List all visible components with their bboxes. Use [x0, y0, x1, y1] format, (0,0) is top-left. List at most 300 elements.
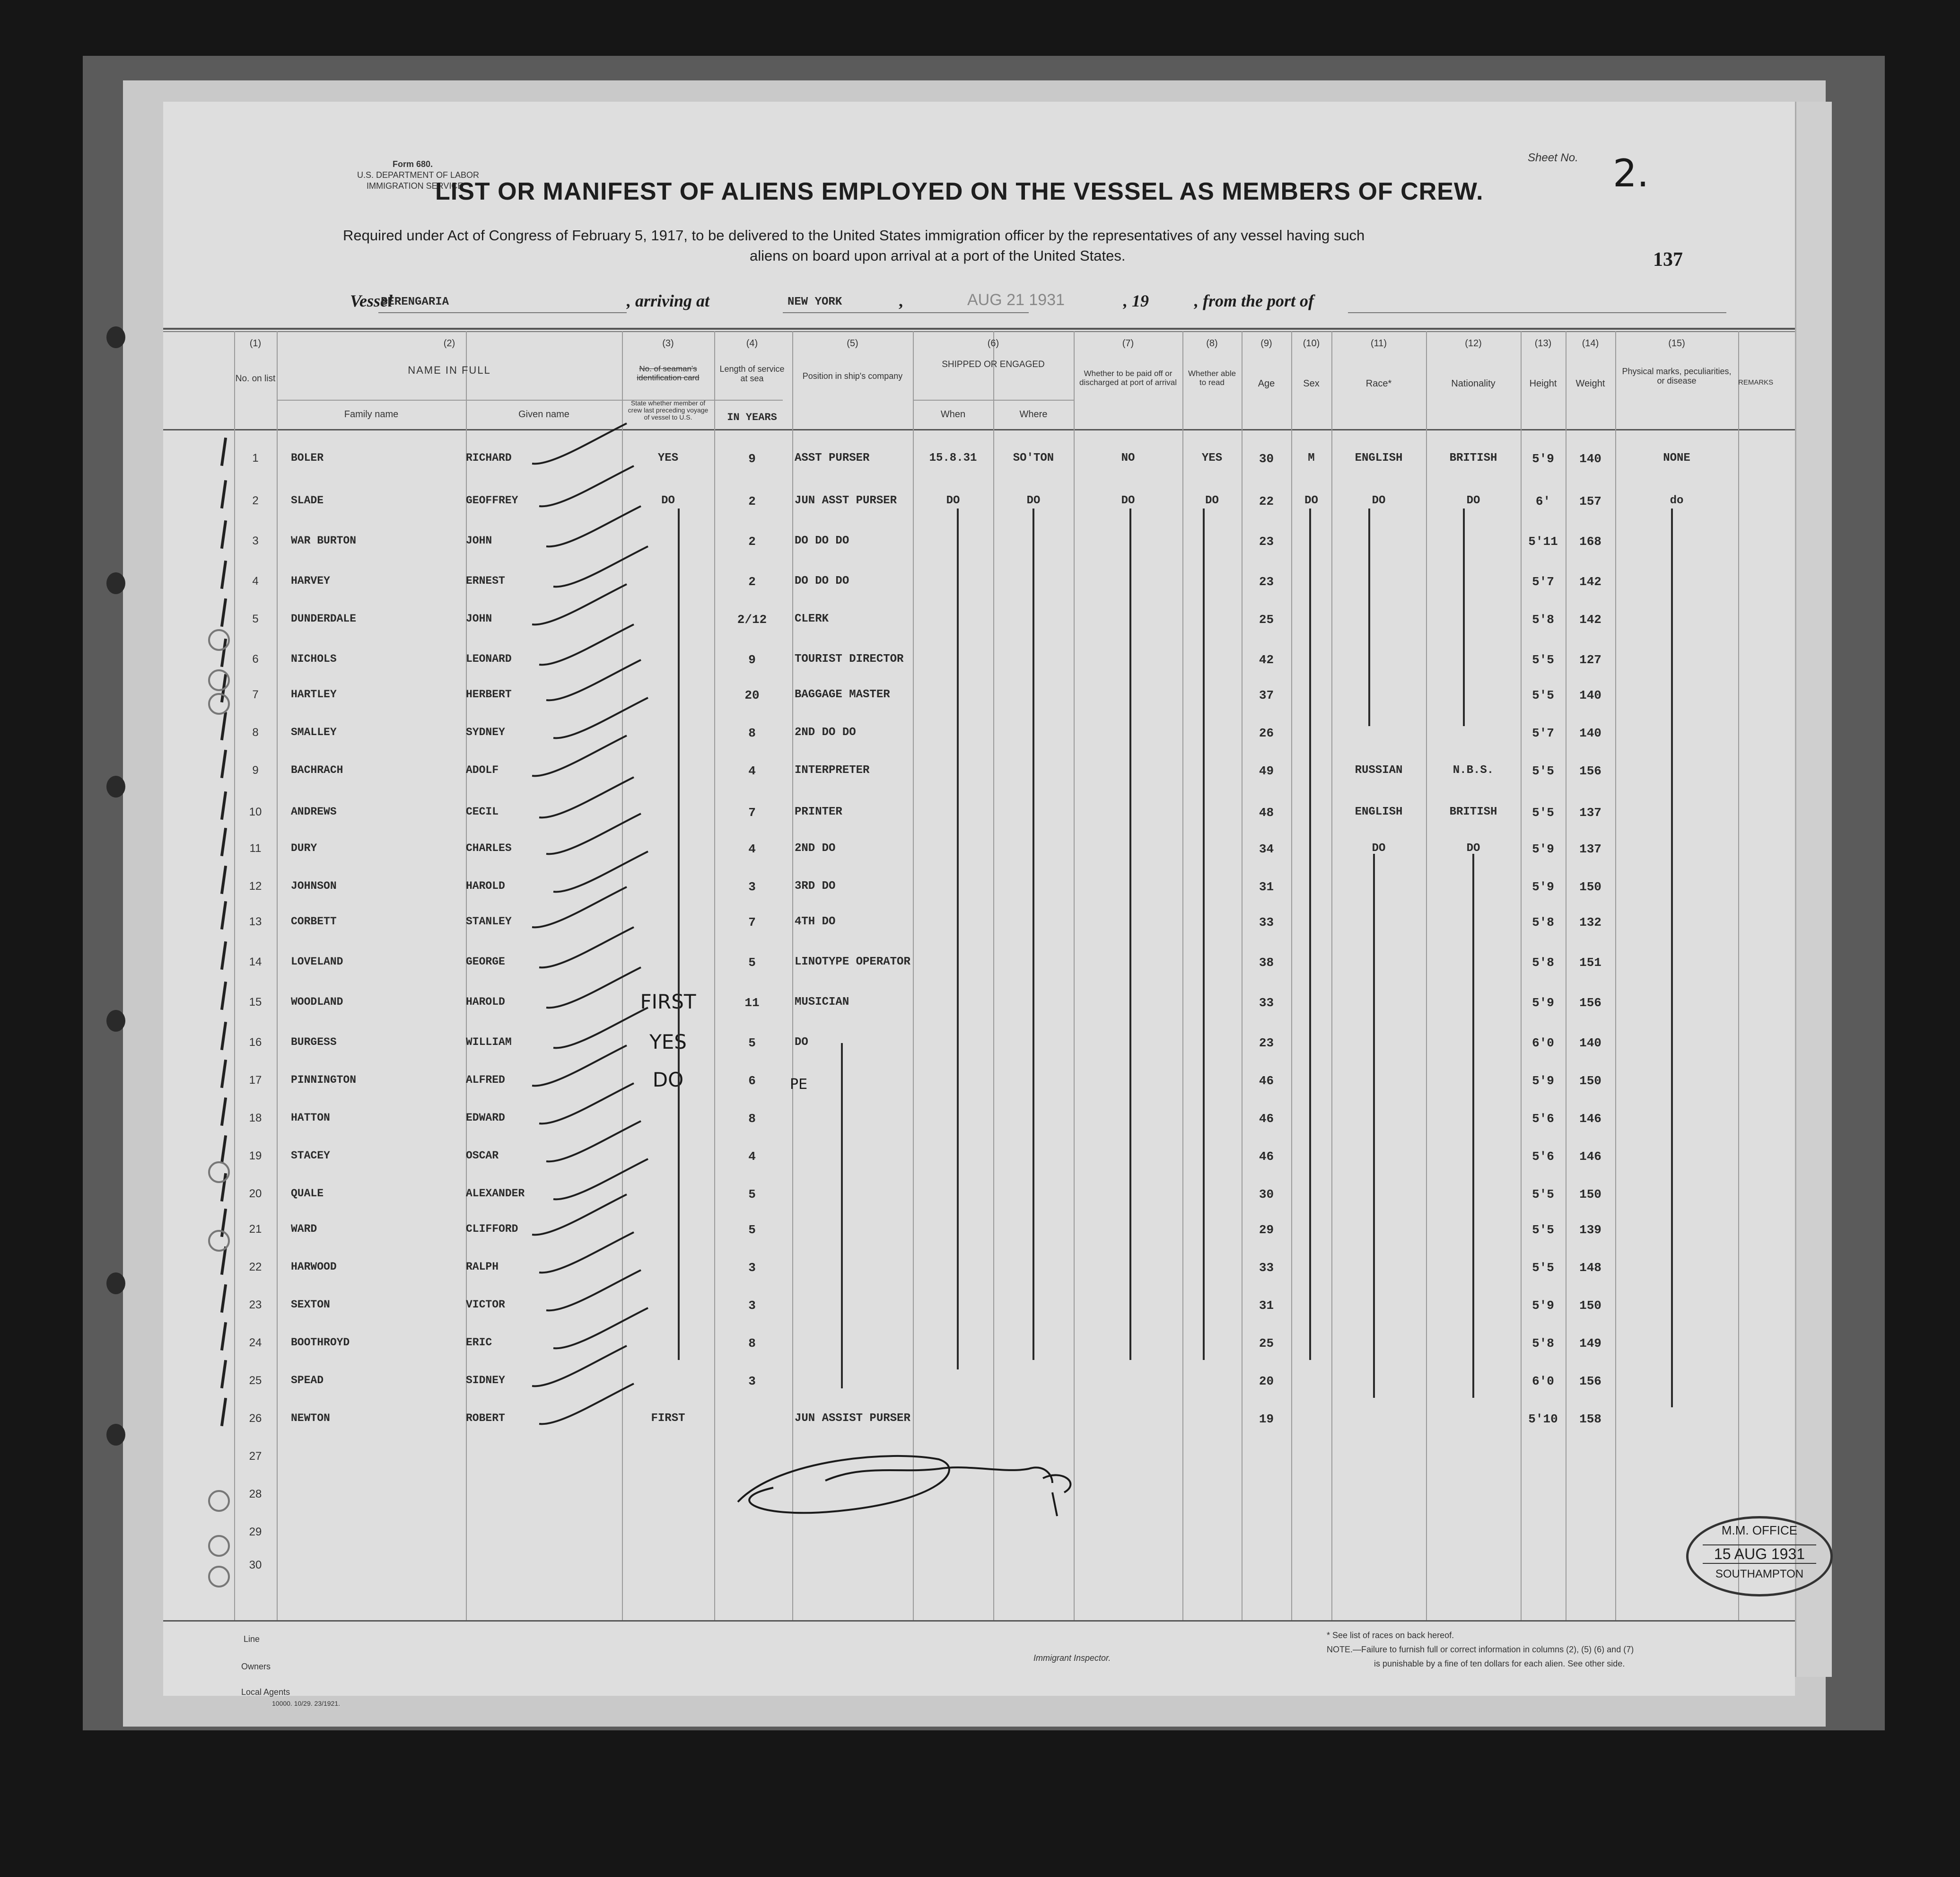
- row-26-family: NEWTON: [291, 1412, 330, 1424]
- binder-hole: [106, 326, 125, 348]
- row-1-marks: NONE: [1663, 452, 1690, 465]
- row-12-weight: 150: [1579, 880, 1601, 894]
- row-1-nat: BRITISH: [1449, 452, 1497, 465]
- page-number: 137: [1653, 249, 1683, 271]
- row-8-years: 8: [748, 726, 756, 740]
- row-12-family: JOHNSON: [291, 880, 337, 892]
- row-20-age: 30: [1259, 1187, 1274, 1202]
- row-2-when: DO: [946, 494, 960, 507]
- row-11-race: DO: [1372, 842, 1386, 855]
- row-11-age: 34: [1259, 842, 1274, 856]
- row-4-weight: 142: [1579, 575, 1601, 589]
- check-stroke: [532, 1045, 627, 1086]
- row-16-height: 6'0: [1532, 1036, 1554, 1050]
- row-7-weight: 140: [1579, 688, 1601, 702]
- sheet-label: Sheet No.: [1528, 151, 1578, 164]
- col-10-header: Sex: [1303, 378, 1320, 389]
- col-2a-header: Family name: [344, 409, 399, 420]
- row-21-weight: 139: [1579, 1223, 1601, 1237]
- row-25-no: 25: [249, 1374, 262, 1387]
- row-9-years: 4: [748, 764, 756, 778]
- row-1-c3: YES: [657, 452, 679, 465]
- check-stroke: [539, 927, 634, 967]
- row-5-weight: 142: [1579, 613, 1601, 627]
- row-7-no: 7: [252, 688, 259, 701]
- row-10-nat: BRITISH: [1449, 806, 1497, 818]
- col-4-header: Length of service at sea: [719, 364, 785, 383]
- row-21-age: 29: [1259, 1223, 1274, 1237]
- form-subtitle-1: Required under Act of Congress of February 5, 1917, to be delivered to the United States immigration officer by the representatives of any vessel having such: [343, 227, 1365, 244]
- remarks-header: REMARKS: [1738, 378, 1774, 386]
- row-4-no: 4: [252, 575, 259, 588]
- row-22-age: 33: [1259, 1261, 1274, 1275]
- row-8-position: 2ND DO DO: [795, 726, 856, 739]
- row-17-given: ALFRED: [466, 1074, 505, 1086]
- row-5-no: 5: [252, 613, 259, 625]
- row-6-given: LEONARD: [466, 653, 512, 665]
- row-2-weight: 157: [1579, 494, 1601, 509]
- row-2-where: DO: [1026, 494, 1041, 507]
- row-11-weight: 137: [1579, 842, 1601, 856]
- row-16-no: 16: [249, 1036, 262, 1049]
- row-25-weight: 156: [1579, 1374, 1601, 1388]
- row-11-family: DURY: [291, 842, 317, 854]
- ditto-lines: [163, 102, 1795, 1696]
- check-stroke: [553, 546, 648, 587]
- row-1-weight: 140: [1579, 452, 1601, 466]
- col-3-num: (3): [662, 338, 674, 349]
- page-stack-edge: [1795, 102, 1832, 1677]
- col-14-header: Weight: [1575, 378, 1605, 389]
- margin-ring-mark: [208, 1490, 230, 1512]
- row-10-age: 48: [1259, 806, 1274, 820]
- row-17-years: 6: [748, 1074, 756, 1088]
- col-13-header: Height: [1529, 378, 1557, 389]
- row-13-family: CORBETT: [291, 915, 337, 928]
- row-2-height: 6': [1535, 494, 1551, 509]
- row15-note: PE: [790, 1076, 808, 1093]
- col-2b-header: Given name: [518, 409, 569, 420]
- row-22-height: 5'5: [1532, 1261, 1554, 1275]
- row-3-weight: 168: [1579, 535, 1601, 549]
- row-16-age: 23: [1259, 1036, 1274, 1050]
- row-26-age: 19: [1259, 1412, 1274, 1426]
- row-23-no: 23: [249, 1298, 262, 1311]
- row-9-race: RUSSIAN: [1355, 764, 1403, 777]
- row-5-height: 5'8: [1532, 613, 1554, 627]
- row-17-age: 46: [1259, 1074, 1274, 1088]
- row-1-years: 9: [748, 452, 756, 466]
- row-14-position: LINOTYPE OPERATOR: [795, 956, 910, 968]
- row-25-age: 20: [1259, 1374, 1274, 1388]
- row-2-given: GEOFFREY: [466, 494, 518, 507]
- col-6-num: (6): [987, 338, 999, 349]
- margin-ring-mark: [208, 669, 230, 691]
- col-5-header: Position in ship's company: [802, 371, 903, 381]
- row-15-given: HAROLD: [466, 996, 505, 1008]
- row-7-position: BAGGAGE MASTER: [795, 688, 890, 701]
- row-25-family: SPEAD: [291, 1374, 324, 1386]
- row-22-given: RALPH: [466, 1261, 499, 1273]
- row-15-height: 5'9: [1532, 996, 1554, 1010]
- col-3-header: No. of seaman's identification card: [637, 364, 700, 382]
- binder-hole: [106, 1272, 125, 1294]
- col-6-header: SHIPPED OR ENGAGED: [942, 360, 1045, 369]
- row-20-weight: 150: [1579, 1187, 1601, 1202]
- row-26-position: JUN ASSIST PURSER: [795, 1412, 910, 1425]
- row-18-height: 5'6: [1532, 1112, 1554, 1126]
- row-12-height: 5'9: [1532, 880, 1554, 894]
- row-21-no: 21: [249, 1223, 262, 1236]
- row-3-position: DO DO DO: [795, 535, 849, 547]
- form-subtitle-2: aliens on board upon arrival at a port of the United States.: [750, 247, 1126, 264]
- row-2-paid: DO: [1121, 494, 1135, 507]
- row-14-years: 5: [748, 956, 756, 970]
- row-14-family: LOVELAND: [291, 956, 343, 968]
- row-18-no: 18: [249, 1112, 262, 1124]
- row-17-height: 5'9: [1532, 1074, 1554, 1088]
- stamp-date: 15 AUG 1931: [1703, 1544, 1816, 1564]
- row-16-position: DO: [795, 1036, 808, 1049]
- footer-owners: Owners: [241, 1662, 271, 1671]
- row-11-years: 4: [748, 842, 756, 856]
- row-10-weight: 137: [1579, 806, 1601, 820]
- row-13-weight: 132: [1579, 915, 1601, 930]
- row-20-given: ALEXANDER: [466, 1187, 525, 1200]
- row-8-given: SYDNEY: [466, 726, 505, 738]
- col-11-num: (11): [1370, 338, 1387, 349]
- check-stroke: [539, 1083, 634, 1123]
- row-1-where: SO'TON: [1013, 452, 1054, 465]
- col-1-header: No. on list: [235, 374, 276, 384]
- row-1-height: 5'9: [1532, 452, 1554, 466]
- check-stroke: [532, 584, 627, 624]
- row-9-weight: 156: [1579, 764, 1601, 778]
- row-8-family: SMALLEY: [291, 726, 337, 738]
- row-19-height: 5'6: [1532, 1149, 1554, 1164]
- row-5-years: 2/12: [737, 613, 767, 627]
- stamp-top: M.M. OFFICE: [1721, 1523, 1798, 1537]
- row-15-age: 33: [1259, 996, 1274, 1010]
- row-6-height: 5'5: [1532, 653, 1554, 667]
- row-28-no: 28: [249, 1488, 262, 1500]
- arriving-port: NEW YORK: [788, 296, 842, 308]
- check-stroke: [532, 423, 627, 464]
- row-13-no: 13: [249, 915, 262, 928]
- row-26-no: 26: [249, 1412, 262, 1425]
- row-11-height: 5'9: [1532, 842, 1554, 856]
- stamp-bottom: SOUTHAMPTON: [1715, 1568, 1804, 1580]
- row-15-c3: FIRST: [640, 990, 696, 1013]
- check-stroke: [553, 1008, 648, 1048]
- row-21-given: CLIFFORD: [466, 1223, 518, 1235]
- row-6-family: NICHOLS: [291, 653, 337, 665]
- row-24-no: 24: [249, 1336, 262, 1349]
- footer-note-1: NOTE.—Failure to furnish full or correct information in columns (2), (5) (6) and (7): [1327, 1645, 1634, 1654]
- row-5-position: CLERK: [795, 613, 829, 625]
- footer-printer: 10000. 10/29. 23/1921.: [272, 1700, 341, 1707]
- row-1-race: ENGLISH: [1355, 452, 1403, 465]
- row-18-age: 46: [1259, 1112, 1274, 1126]
- row-20-years: 5: [748, 1187, 756, 1202]
- row-10-family: ANDREWS: [291, 806, 337, 818]
- row-4-height: 5'7: [1532, 575, 1554, 589]
- row-24-height: 5'8: [1532, 1336, 1554, 1351]
- row-13-age: 33: [1259, 915, 1274, 930]
- row-11-given: CHARLES: [466, 842, 512, 854]
- row-11-position: 2ND DO: [795, 842, 836, 855]
- row-9-height: 5'5: [1532, 764, 1554, 778]
- row-26-given: ROBERT: [466, 1412, 505, 1424]
- row-12-position: 3RD DO: [795, 880, 836, 893]
- col-9-num: (9): [1260, 338, 1272, 349]
- department: U.S. DEPARTMENT OF LABOR: [357, 170, 480, 180]
- arrival-date-stamp: AUG 21 1931: [967, 291, 1065, 309]
- row-10-given: CECIL: [466, 806, 499, 818]
- row-10-no: 10: [249, 806, 262, 818]
- row-11-nat: DO: [1466, 842, 1480, 855]
- row-1-sex: M: [1308, 452, 1315, 465]
- check-stroke: [546, 1121, 641, 1161]
- row-9-no: 9: [252, 764, 259, 777]
- row-19-years: 4: [748, 1149, 756, 1164]
- row-18-years: 8: [748, 1112, 756, 1126]
- row-15-position: MUSICIAN: [795, 996, 849, 1009]
- margin-ring-mark: [208, 1161, 230, 1183]
- row-1-age: 30: [1259, 452, 1274, 466]
- row-2-nat: DO: [1466, 494, 1480, 507]
- row-21-family: WARD: [291, 1223, 317, 1235]
- manifest-sheet: Form 680. U.S. DEPARTMENT OF LABOR IMMIGRATION SERVICE LIST OR MANIFEST OF ALIENS EMPLOYED ON THE VESSEL AS MEMBERS OF CREW. Sheet No. 2. 137 Required under Act of Congress of February 5, 1917, to be delivered to the United States immigration officer by the representatives of any vessel having such aliens on board upon arrival at a port of the United States. Vessel BERENGARIA , arriving at NEW YORK , AUG 21 1931 , 19 , from the port of (1) No. on list (2) NAME IN FULL Family name Given name (3) No. of seaman's identification card State whether member of crew last preceding voyage of vessel to U.S. (4) Length of service at sea IN YEARS (5) Position in ship's company (6) SHIPPED OR ENGAGED When Where (7) Whether to be paid off or discharged at port of arrival (8) Whether able to read (9) Age (10) Sex (11) Race* (12) Nationality (13) Height (14) Weight (15) Physical marks, peculiarities, or disease REMARKS 1 BOLER RICHARD YES 9 ASST PURSER 15.8.31 SO'TON NO YES 30 M ENGLISH BRITISH 5'9 140 NONE 2 SLADE GEOFFREY DO 2 JUN ASST PURSER DO DO DO DO 22 DO DO DO 6' 157 do 3 WAR BURTON JOHN 2 DO DO DO 23 5'11 168 4 HARVEY ERNEST 2 DO DO DO 23 5'7 142 5 DUNDERDALE JOHN 2/12 CLERK 25 5'8 142 6 NICHOLS LEONARD 9 TOURIST DIRECTOR 42 5'5 127 7 HARTLEY HERBERT 20 BAGGAGE MASTER 37 5'5 140 8 SMALLEY SYDNEY 8 2ND DO DO 26 5'7 140 9 BACHRACH ADOLF 4 INTERPRETER 49 RUSSIAN N.B.S. 5'5 156 10 ANDREWS CECIL 7 PRINTER 48 ENGLISH BRITISH 5'5 137 11 DURY CHARLES 4 2ND DO 34 DO DO 5'9 137 12 JOHNSON HAROLD 3 3RD DO 31 5'9 150 13 CORBETT STANLEY 7 4TH DO 33 5'8 132 14 LOVELAND GEORGE 5 LINOTYPE OPERATOR 38 5'8 151 15 WOODLAND HAROLD FIRST 11 MUSICIAN 33 5'9 156 16 BURGESS WILLIAM YES 5 DO 23 6'0 140 17 PINNINGTON ALFRED DO 6 46 5'9 150 18 HATTON EDWARD 8 46 5'6 146 19 STACEY OSCAR 4 46 5'6 146 20 QUALE ALEXANDER 5 30 5'5 150 21 WARD CLIFFORD 5 29 5'5 139 22 HARWOOD RALPH 3 33 5'5 148 23 SEXTON VICTOR 3 31 5'9 150 24 BOOTHROYD ERIC 8 25 5'8 149 25 SPEAD SIDNEY 3 20 6'0 156 26 NEWTON ROBERT FIRST JUN ASSIST PURSER 19 5'10 158 27 28 29 30 PE M.M. OFFICE 15 AUG 1931 SOUTHAMPTON Line Owners Local Agents 10000. 10/29. 23/1921. Immigrant Inspector. * See list of races on back hereof. NOTE.—Failure to furnish full or correct information in columns (2), (5) (6) and (7) is punishable by a fine of ten dollars for each alien. See other side.: [163, 102, 1795, 1696]
- margin-ring-mark: [208, 1535, 230, 1557]
- col-6a-header: When: [940, 409, 966, 420]
- row-3-age: 23: [1259, 535, 1274, 549]
- row-24-given: ERIC: [466, 1336, 492, 1349]
- footer-note-races: * See list of races on back hereof.: [1327, 1631, 1454, 1640]
- row-15-family: WOODLAND: [291, 996, 343, 1008]
- row-21-years: 5: [748, 1223, 756, 1237]
- row-2-years: 2: [748, 494, 756, 509]
- row-2-age: 22: [1259, 494, 1274, 509]
- check-stroke: [539, 1384, 634, 1424]
- row-4-age: 23: [1259, 575, 1274, 589]
- row-5-family: DUNDERDALE: [291, 613, 357, 625]
- vessel-label: Vessel: [350, 291, 393, 310]
- col-12-num: (12): [1465, 338, 1482, 349]
- check-stroke: [553, 698, 648, 738]
- row-19-weight: 146: [1579, 1149, 1601, 1164]
- check-stroke: [539, 624, 634, 665]
- row-1-paid: NO: [1121, 452, 1135, 465]
- row-18-family: HATTON: [291, 1112, 330, 1124]
- margin-ring-mark: [208, 1566, 230, 1588]
- check-stroke: [546, 814, 641, 854]
- col-7-header: Whether to be paid off or discharged at port of arrival: [1079, 369, 1177, 387]
- row-11-no: 11: [249, 842, 262, 855]
- check-stroke: [532, 1194, 627, 1235]
- row-24-family: BOOTHROYD: [291, 1336, 350, 1349]
- row-17-family: PINNINGTON: [291, 1074, 357, 1086]
- binder-hole: [106, 776, 125, 798]
- row-16-family: BURGESS: [291, 1036, 337, 1048]
- row-7-age: 37: [1259, 688, 1274, 702]
- row-9-nat: N.B.S.: [1452, 764, 1494, 777]
- row-12-no: 12: [249, 880, 262, 893]
- row-14-age: 38: [1259, 956, 1274, 970]
- row-7-given: HERBERT: [466, 688, 512, 701]
- row-16-years: 5: [748, 1036, 756, 1050]
- row-3-given: JOHN: [466, 535, 492, 547]
- col-4b-header: IN YEARS: [727, 412, 777, 423]
- row-23-age: 31: [1259, 1298, 1274, 1313]
- row-29-no: 29: [249, 1526, 262, 1538]
- year-label: , 19: [1123, 291, 1149, 310]
- row-1-when: 15.8.31: [929, 452, 977, 465]
- row-9-age: 49: [1259, 764, 1274, 778]
- arriving-label: , arriving at: [627, 291, 710, 310]
- row-17-no: 17: [249, 1074, 262, 1087]
- row-5-given: JOHN: [466, 613, 492, 625]
- row-15-no: 15: [249, 996, 262, 1009]
- check-stroke: [546, 1270, 641, 1310]
- row-2-race: DO: [1372, 494, 1386, 507]
- row-20-height: 5'5: [1532, 1187, 1554, 1202]
- col-14-num: (14): [1582, 338, 1599, 349]
- row-2-family: SLADE: [291, 494, 324, 507]
- row-14-no: 14: [249, 956, 262, 968]
- binder-hole: [106, 1424, 125, 1446]
- row-18-given: EDWARD: [466, 1112, 505, 1124]
- row-24-age: 25: [1259, 1336, 1274, 1351]
- row-2-sex: DO: [1304, 494, 1318, 507]
- row-3-no: 3: [252, 535, 259, 547]
- col-7-num: (7): [1122, 338, 1134, 349]
- row-14-given: GEORGE: [466, 956, 505, 968]
- row-1-given: RICHARD: [466, 452, 512, 464]
- row-9-position: INTERPRETER: [795, 764, 870, 777]
- row-22-family: HARWOOD: [291, 1261, 337, 1273]
- row-4-family: HARVEY: [291, 575, 330, 587]
- row-7-years: 20: [744, 688, 760, 702]
- row-10-years: 7: [748, 806, 756, 820]
- row-10-race: ENGLISH: [1355, 806, 1403, 818]
- row-13-position: 4TH DO: [795, 915, 836, 928]
- footer-inspector: Immigrant Inspector.: [1033, 1653, 1111, 1663]
- check-stroke: [532, 1346, 627, 1386]
- row-4-position: DO DO DO: [795, 575, 849, 588]
- row-4-given: ERNEST: [466, 575, 505, 587]
- row-22-years: 3: [748, 1261, 756, 1275]
- row-6-age: 42: [1259, 653, 1274, 667]
- check-stroke: [546, 660, 641, 700]
- footer-line: Line: [244, 1634, 260, 1644]
- form-title: LIST OR MANIFEST OF ALIENS EMPLOYED ON THE VESSEL AS MEMBERS OF CREW.: [435, 178, 1484, 205]
- check-stroke: [532, 736, 627, 776]
- row-2-marks: do: [1670, 494, 1684, 507]
- row-24-weight: 149: [1579, 1336, 1601, 1351]
- margin-ring-mark: [208, 693, 230, 715]
- row-19-family: STACEY: [291, 1149, 330, 1162]
- row-14-height: 5'8: [1532, 956, 1554, 970]
- check-stroke: [553, 1308, 648, 1348]
- row-16-c3: YES: [649, 1030, 687, 1053]
- row-25-height: 6'0: [1532, 1374, 1554, 1388]
- row-1-no: 1: [252, 452, 259, 465]
- row-3-years: 2: [748, 535, 756, 549]
- col-10-num: (10): [1303, 338, 1320, 349]
- row-8-weight: 140: [1579, 726, 1601, 740]
- row-4-years: 2: [748, 575, 756, 589]
- row-9-family: BACHRACH: [291, 764, 343, 776]
- row-8-height: 5'7: [1532, 726, 1554, 740]
- row-30-no: 30: [249, 1559, 262, 1571]
- row-13-years: 7: [748, 915, 756, 930]
- row-6-years: 9: [748, 653, 756, 667]
- row-22-weight: 148: [1579, 1261, 1601, 1275]
- from-port-label: , from the port of: [1194, 291, 1314, 310]
- row-7-height: 5'5: [1532, 688, 1554, 702]
- row-20-family: QUALE: [291, 1187, 324, 1200]
- row-23-family: SEXTON: [291, 1298, 330, 1311]
- row-21-height: 5'5: [1532, 1223, 1554, 1237]
- row-10-position: PRINTER: [795, 806, 842, 818]
- check-stroke: [539, 777, 634, 817]
- row-2-read: DO: [1205, 494, 1219, 507]
- col-2-header: NAME IN FULL: [408, 364, 491, 376]
- margin-ring-mark: [208, 629, 230, 651]
- row-12-given: HAROLD: [466, 880, 505, 892]
- row-1-family: BOLER: [291, 452, 324, 464]
- check-stroke: [553, 1159, 648, 1199]
- row-23-height: 5'9: [1532, 1298, 1554, 1313]
- col-3b-header: State whether member of crew last preceding voyage of vessel to U.S.: [628, 399, 709, 421]
- row-2-c3: DO: [661, 494, 675, 507]
- row-23-weight: 150: [1579, 1298, 1601, 1313]
- check-stroke: [553, 851, 648, 892]
- row-8-age: 26: [1259, 726, 1274, 740]
- row-6-position: TOURIST DIRECTOR: [795, 653, 904, 666]
- row-16-weight: 140: [1579, 1036, 1601, 1050]
- col-2-num: (2): [443, 338, 455, 349]
- col-15-header: Physical marks, peculiarities, or disease: [1622, 367, 1732, 386]
- row-3-height: 5'11: [1528, 535, 1558, 549]
- service: IMMIGRATION SERVICE: [367, 181, 464, 191]
- row-24-years: 8: [748, 1336, 756, 1351]
- col-9-header: Age: [1258, 378, 1275, 389]
- col-6b-header: Where: [1019, 409, 1048, 420]
- col-4-num: (4): [746, 338, 758, 349]
- col-1-num: (1): [249, 338, 262, 349]
- row-20-no: 20: [249, 1187, 262, 1200]
- footer-note-2: is punishable by a fine of ten dollars for each alien. See other side.: [1374, 1659, 1625, 1668]
- binder-hole: [106, 1010, 125, 1032]
- row-17-weight: 150: [1579, 1074, 1601, 1088]
- row-9-given: ADOLF: [466, 764, 499, 776]
- row-26-weight: 158: [1579, 1412, 1601, 1426]
- vessel-name: BERENGARIA: [381, 296, 449, 308]
- row-13-height: 5'8: [1532, 915, 1554, 930]
- row-23-years: 3: [748, 1298, 756, 1313]
- col-13-num: (13): [1534, 338, 1552, 349]
- row-14-weight: 151: [1579, 956, 1601, 970]
- col-8-num: (8): [1206, 338, 1218, 349]
- check-stroke: [539, 466, 634, 506]
- row-6-no: 6: [252, 653, 259, 666]
- row-15-years: 11: [744, 996, 760, 1010]
- check-stroke: [532, 887, 627, 927]
- col-12-header: Nationality: [1451, 378, 1496, 389]
- row-27-no: 27: [249, 1450, 262, 1463]
